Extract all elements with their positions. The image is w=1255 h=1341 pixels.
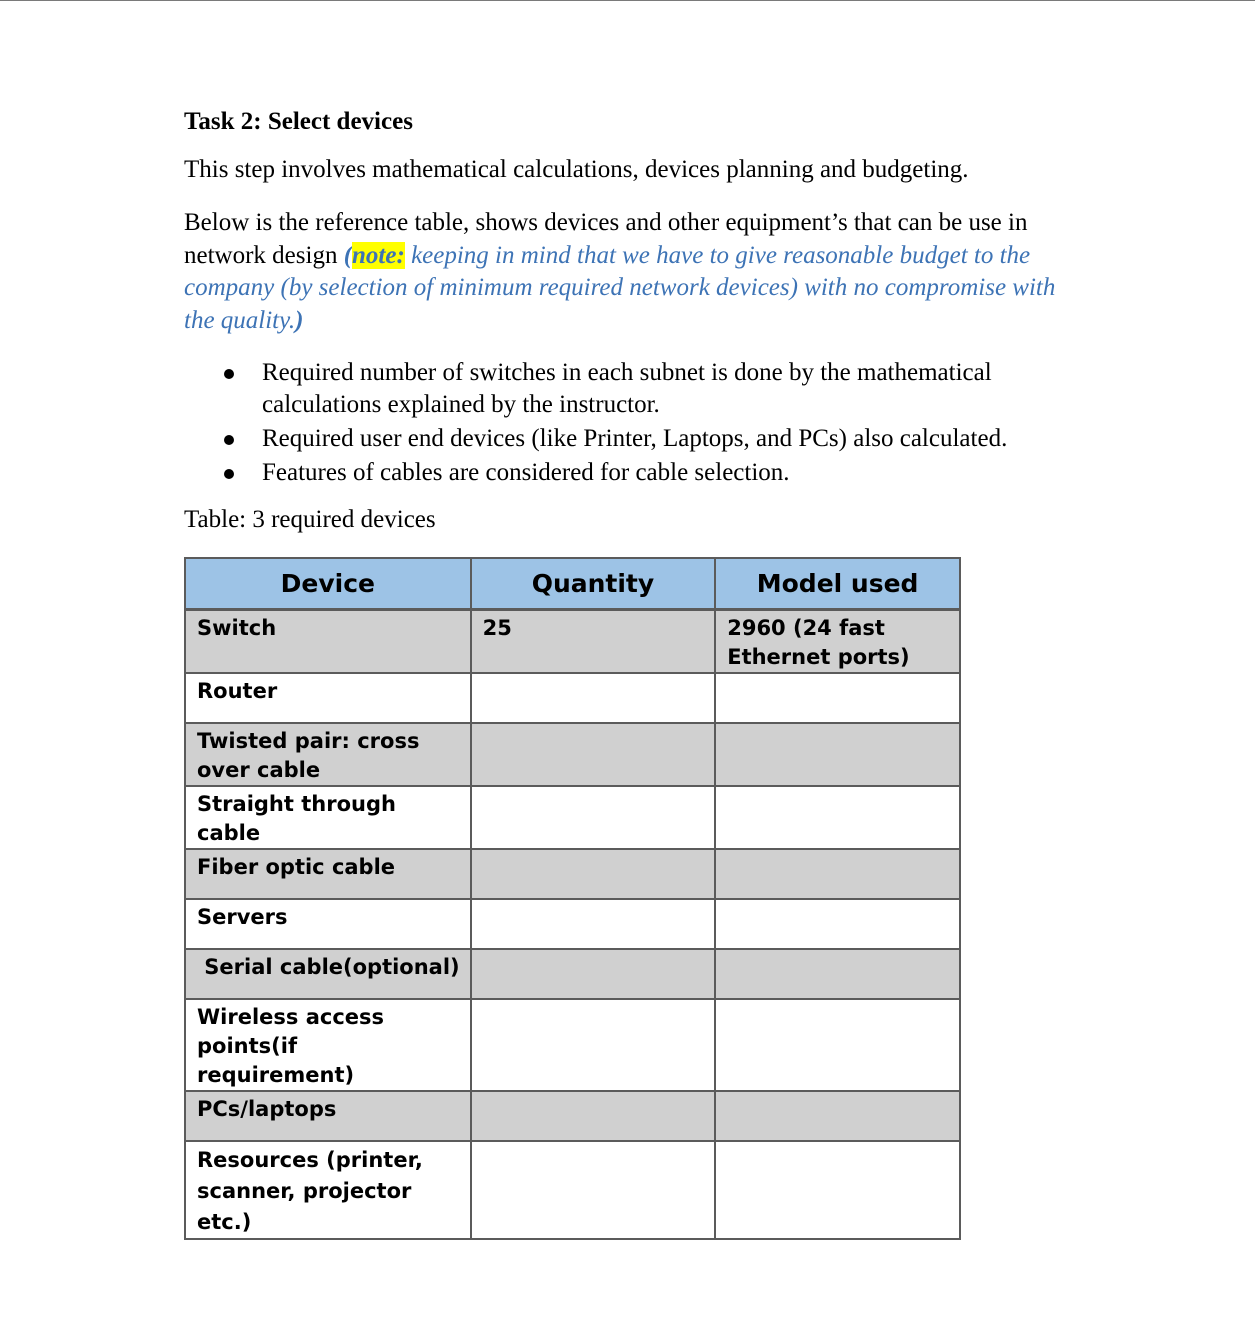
cell-device: PCs/laptops (185, 1091, 471, 1141)
cell-model (715, 1141, 960, 1239)
table-row (185, 849, 960, 899)
list-item (184, 357, 1084, 421)
cell-device: Router (185, 673, 471, 723)
cell-device: Serial cable(optional) (185, 949, 471, 999)
note-close-paren: ) (295, 306, 304, 334)
table-row (185, 999, 960, 1091)
note-label-highlight: note: (352, 241, 405, 269)
cell-model (715, 786, 960, 849)
table-row (185, 1141, 960, 1239)
cell-quantity (471, 899, 716, 949)
header-model: Model used (715, 558, 960, 610)
cell-quantity (471, 999, 716, 1091)
header-device: Device (185, 558, 471, 610)
cell-quantity: 25 (471, 610, 716, 674)
list-item (184, 457, 1084, 489)
table-row (185, 610, 960, 674)
cell-quantity (471, 1141, 716, 1239)
cell-device: Switch (185, 610, 471, 674)
cell-model (715, 849, 960, 899)
cell-quantity (471, 949, 716, 999)
table-row (185, 673, 960, 723)
cell-model (715, 999, 960, 1091)
cell-quantity (471, 1091, 716, 1141)
bullet-text: Required user end devices (like Printer, Laptops, and PCs) also calculated. (262, 425, 1008, 452)
table-row (185, 949, 960, 999)
cell-quantity (471, 849, 716, 899)
cell-model (715, 1091, 960, 1141)
table-row (185, 1091, 960, 1141)
table-row (185, 723, 960, 786)
note-open-paren: ( (343, 241, 353, 269)
cell-device: Twisted pair: cross over cable (185, 723, 471, 786)
cell-device: Resources (printer, scanner, projector etc.) (185, 1141, 471, 1239)
cell-model (715, 949, 960, 999)
note-text: keeping in mind that we have to give reasonable budget to the company (by selection of minimum required network devices) with no compromise with the quality. (184, 241, 1056, 334)
task-heading: Task 2: Select devices (184, 108, 413, 135)
list-item (184, 423, 1084, 455)
cell-quantity (471, 723, 716, 786)
cell-model (715, 899, 960, 949)
table-header-row (185, 558, 960, 610)
cell-model (715, 723, 960, 786)
cell-quantity (471, 673, 716, 723)
intro-text: This step involves mathematical calculations, devices planning and budgeting. (184, 156, 969, 183)
cell-model (715, 673, 960, 723)
top-border (0, 0, 1255, 1)
header-quantity: Quantity (471, 558, 716, 610)
cell-device: Fiber optic cable (185, 849, 471, 899)
paragraph-lead: Below is the reference table, shows devices and other equipment’s that can be use in network design (184, 209, 1028, 269)
reference-paragraph (184, 207, 1084, 337)
bullet-icon (224, 369, 234, 379)
bullet-icon (224, 469, 234, 479)
bullet-icon (224, 435, 234, 445)
bullet-text: Required number of switches in each subnet is done by the mathematical calculations explained by the instructor. (262, 359, 992, 418)
cell-device: Wireless access points(if requirement) (185, 999, 471, 1091)
cell-quantity (471, 786, 716, 849)
devices-table (184, 557, 961, 1240)
cell-model: 2960 (24 fast Ethernet ports) (715, 610, 960, 674)
bullet-list (184, 357, 1084, 491)
bullet-text: Features of cables are considered for cable selection. (262, 459, 790, 486)
table-row (185, 786, 960, 849)
table-caption: Table: 3 required devices (184, 506, 436, 533)
cell-device: Straight through cable (185, 786, 471, 849)
table-row (185, 899, 960, 949)
cell-device: Servers (185, 899, 471, 949)
